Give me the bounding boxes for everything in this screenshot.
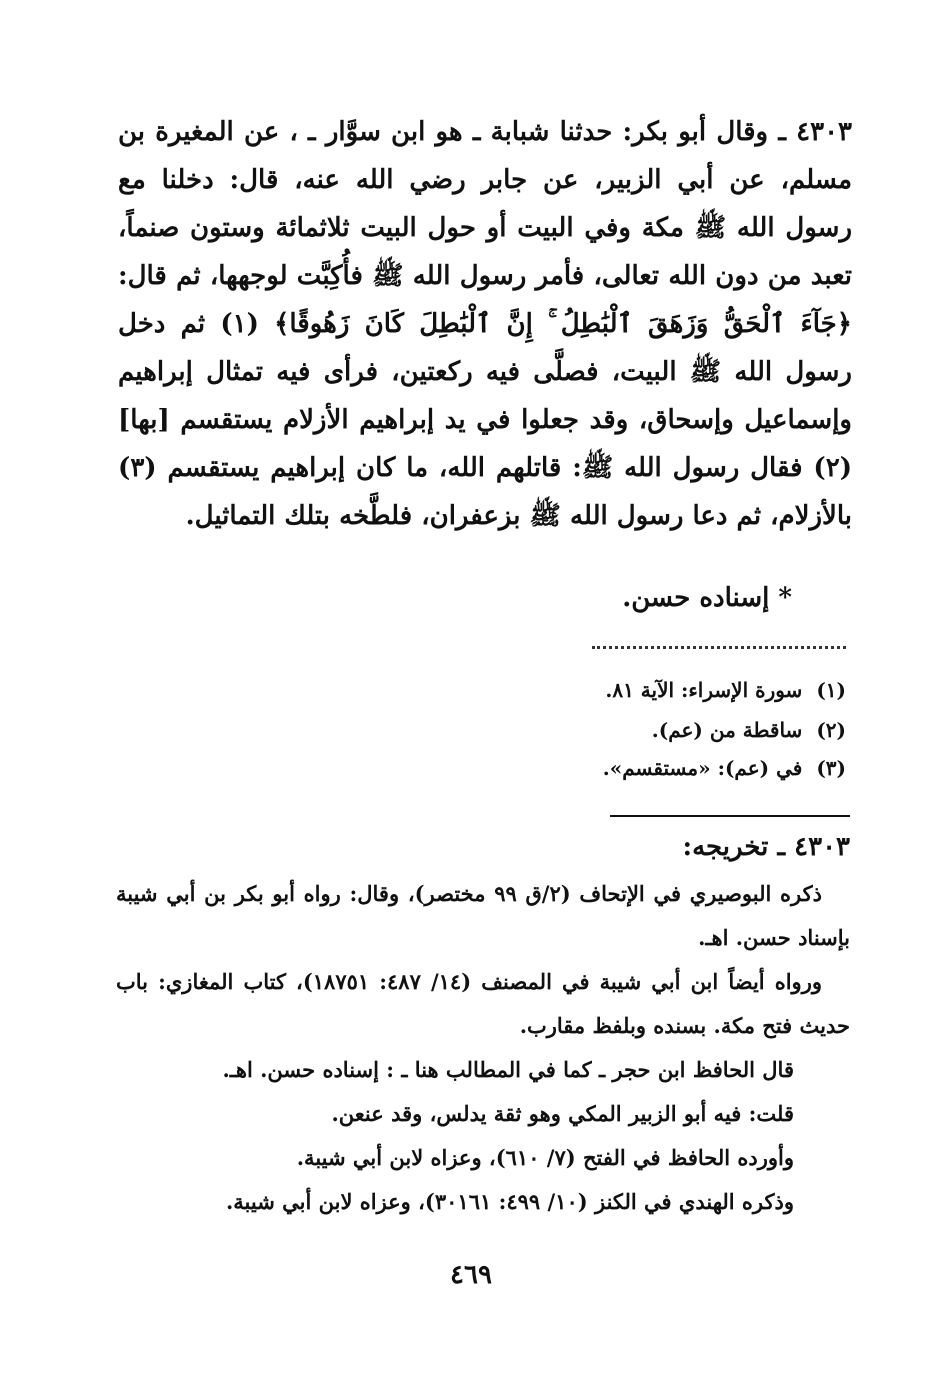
footnote-1 — [605, 672, 846, 708]
footnote-number: (٢) — [816, 718, 846, 742]
footnote-text: سورة الإسراء: الآية ٨١. — [605, 678, 803, 702]
hadith-text: ٤٣٠٣ ـ وقال أبو بكر: حدثنا شبابة ـ هو ابن سوَّار ـ ، عن المغيرة بن مسلم، عن أبي الزبير، عن جابر رضي الله عنه، قال: دخلنا مع رسول الله ﷺ مكة وفي البيت أو حول البيت ثلاثمائة وستون صنماً، تعبد من دون الله تعالى، فأمر رسول الله ﷺ فأُكِبَّت لوجهها، ثم قال: ﴿جَآءَ ٱلْحَقُّ وَزَهَقَ ٱلْبَٰطِلُ ۚ إِنَّ ٱلْبَٰطِلَ كَانَ زَهُوقًا﴾ (١) ثم دخل رسول الله ﷺ البيت، فصلَّى فيه ركعتين، فرأى فيه تمثال إبراهيم وإسماعيل وإسحاق، وقد جعلوا في يد إبراهيم الأزلام يستقسم [بها] (٢) فقال رسول الله ﷺ: قاتلهم الله، ما كان إبراهيم يستقسم (٣) بالأزلام، ثم دعا رسول الله ﷺ بزعفران، فلطَّخه بتلك التماثيل. — [118, 117, 852, 531]
page-number: ٤٦٩ — [450, 1260, 492, 1290]
takhrij-paragraph: وذكره الهندي في الكنز (١٠/ ٤٩٩: ٣٠١٦١)، وعزاه لابن أبي شيبة. — [225, 1189, 794, 1214]
takhrij-paragraph: قلت: فيه أبو الزبير المكي وهو ثقة يدلس، وقد عنعن. — [331, 1101, 794, 1126]
takhrij-paragraph: ذكره البوصيري في الإتحاف (٢/ق ٩٩ مختصر)، وقال: رواه أبو بكر بن أبي شيبة بإسناد حسن. اهـ. — [116, 881, 850, 950]
takhrij-paragraph: قال الحافظ ابن حجر ـ كما في المطالب هنا ـ : إسناده حسن. اهـ. — [222, 1057, 794, 1082]
footnote-3 — [603, 750, 846, 786]
footnote-number: (١) — [816, 678, 846, 702]
isnad-verdict: * إسناده حسن. — [622, 583, 792, 613]
footnote-number: (٣) — [816, 756, 846, 780]
takhrij-paragraph: وأورده الحافظ في الفتح (٧/ ٦١٠)، وعزاه لابن أبي شيبة. — [296, 1145, 794, 1170]
footnote-separator — [592, 646, 846, 649]
takhrij-paragraph: ورواه أيضاً ابن أبي شيبة في المصنف (١٤/ ٤٨٧: ١٨٧٥١)، كتاب المغازي: باب حديث فتح مكة. بسنده وبلفظ مقارب. — [116, 969, 850, 1038]
takhrij-body — [116, 872, 850, 1224]
footnote-2 — [652, 712, 846, 748]
takhrij-heading: ٤٣٠٣ ـ تخريجه: — [682, 832, 850, 862]
footnote-text: ساقطة من (عم). — [651, 718, 803, 742]
section-rule — [610, 815, 850, 817]
footnote-text: في (عم): «مستقسم». — [602, 756, 803, 780]
hadith-body — [118, 108, 852, 540]
